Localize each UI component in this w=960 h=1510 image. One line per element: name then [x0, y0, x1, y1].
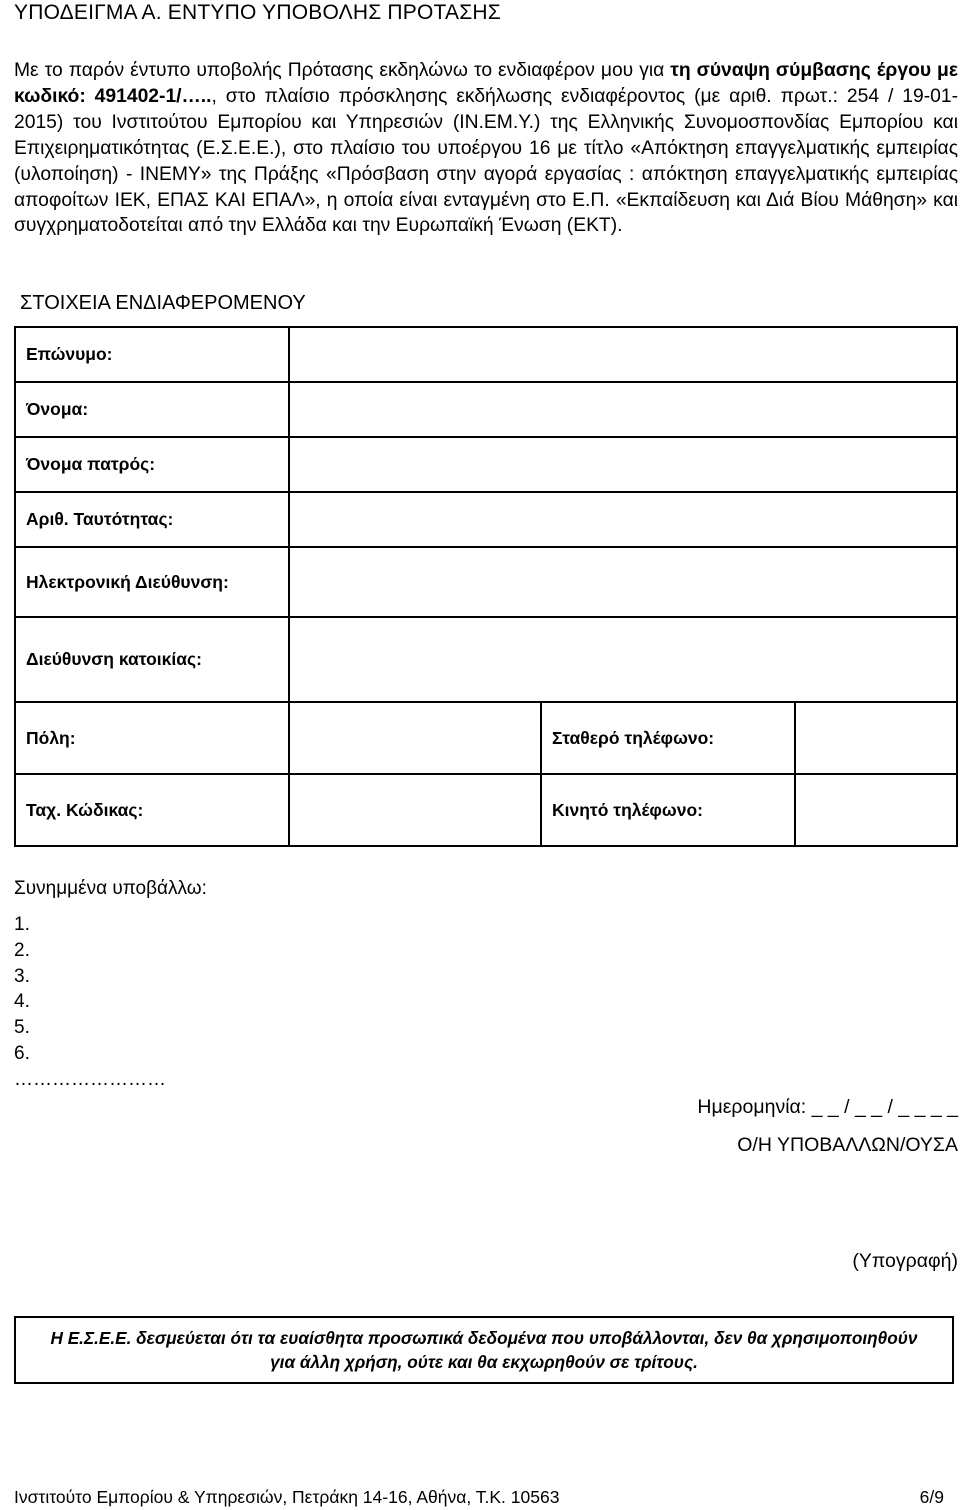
intro-text-1: Με το παρόν έντυπο υποβολής Πρότασης εκδηλώνω το ενδιαφέρον μου για: [14, 60, 671, 81]
id-number-label: Αριθ. Ταυτότητας:: [15, 492, 289, 547]
postal-code-field[interactable]: [289, 774, 541, 846]
footer-address: Ινστιτούτο Εμπορίου & Υπηρεσιών, Πετράκη 14-16, Αθήνα, Τ.Κ. 10563: [14, 1487, 560, 1507]
postal-code-label: Ταχ. Κώδικας:: [15, 774, 289, 846]
privacy-notice: [14, 1316, 954, 1384]
list-item: 4.: [14, 991, 30, 1013]
table-row: [15, 382, 957, 437]
mobile-label: Κινητό τηλέφωνο:: [541, 774, 795, 846]
list-item: 6.: [14, 1042, 30, 1064]
list-item: 2.: [14, 939, 30, 961]
attachments-list: [14, 912, 166, 1093]
address-label: Διεύθυνση κατοικίας:: [15, 617, 289, 702]
applicant-details-table: [14, 326, 958, 847]
page-footer: [14, 1486, 958, 1508]
privacy-notice-text: Η Ε.Σ.Ε.Ε. δεσμεύεται ότι τα ευαίσθητα προσωπικά δεδομένα που υποβάλλονται, δεν θα χρησιμοποιηθούν για άλλη χρήση, ούτε και θα εκχωρηθούν σε τρίτους.: [50, 1328, 918, 1372]
list-item: 5.: [14, 1017, 30, 1039]
email-field[interactable]: [289, 547, 957, 617]
section-title: ΣΤΟΙΧΕΙΑ ΕΝΔΙΑΦΕΡΟΜΕΝΟΥ: [20, 292, 306, 314]
father-name-field[interactable]: [289, 437, 957, 492]
address-field[interactable]: [289, 617, 957, 702]
table-row: [15, 327, 957, 382]
table-row: [15, 437, 957, 492]
father-name-label: Όνομα πατρός:: [15, 437, 289, 492]
date-field[interactable]: Ημερομηνία: _ _ / _ _ / _ _ _ _: [697, 1096, 958, 1118]
signer-label: Ο/Η ΥΠΟΒΑΛΛΩΝ/ΟΥΣΑ: [737, 1134, 958, 1156]
list-item: ……………………: [14, 1068, 166, 1090]
surname-field[interactable]: [289, 327, 957, 382]
name-field[interactable]: [289, 382, 957, 437]
signature-label: (Υπογραφή): [852, 1250, 958, 1272]
intro-paragraph: [14, 58, 958, 239]
surname-label: Επώνυμο:: [15, 327, 289, 382]
email-label: Ηλεκτρονική Διεύθυνση:: [15, 547, 289, 617]
intro-text-2: , στο πλαίσιο πρόσκλησης εκδήλωσης ενδιαφέροντος (με αριθ. πρωτ.: 254 / 19-01-2015) του Ινστιτούτου Εμπορίου και Υπηρεσιών (ΙΝ.ΕΜ.Υ.) της Ελληνικής Συνομοσπονδίας Εμπορίου και Επιχειρηματικότητας (Ε.Σ.Ε.Ε.), στο πλαίσιο του υποέργου 16 με τίτλο «Απόκτηση επαγγελματικής εμπειρίας (υλοποίηση) - ΙΝΕΜΥ» της Πράξης «Πρόσβαση στην αγορά εργασίας : απόκτηση επαγγελματικής εμπειρίας αποφοίτων ΙΕΚ, ΕΠΑΣ ΚΑΙ ΕΠΑΛ», η οποία είναι ενταγμένη στο Ε.Π. «Εκπαίδευση και Διά Βίου Μάθηση» και συγχρηματοδοτείται από την Ελλάδα και την Ευρωπαϊκή Ένωση (ΕΚΤ).: [14, 85, 958, 237]
list-item: 3.: [14, 965, 30, 987]
table-row: [15, 774, 957, 846]
table-row: [15, 492, 957, 547]
id-number-field[interactable]: [289, 492, 957, 547]
page-number: 6/9: [919, 1487, 944, 1507]
table-row: [15, 702, 957, 774]
table-row: [15, 547, 957, 617]
intro-bold-text: τη σύναψη σύμβασης έργου με κωδικό: 491402-1/…..: [14, 60, 959, 107]
name-label: Όνομα:: [15, 382, 289, 437]
landline-field[interactable]: [795, 702, 957, 774]
landline-label: Σταθερό τηλέφωνο:: [541, 702, 795, 774]
city-field[interactable]: [289, 702, 541, 774]
list-item: 1.: [14, 914, 30, 935]
city-label: Πόλη:: [15, 702, 289, 774]
table-row: [15, 617, 957, 702]
attachments-title: Συνημμένα υποβάλλω:: [14, 878, 207, 899]
mobile-field[interactable]: [795, 774, 957, 846]
document-title: ΥΠΟΔΕΙΓΜΑ Α. ΕΝΤΥΠΟ ΥΠΟΒΟΛΗΣ ΠΡΟΤΑΣΗΣ: [14, 1, 501, 24]
